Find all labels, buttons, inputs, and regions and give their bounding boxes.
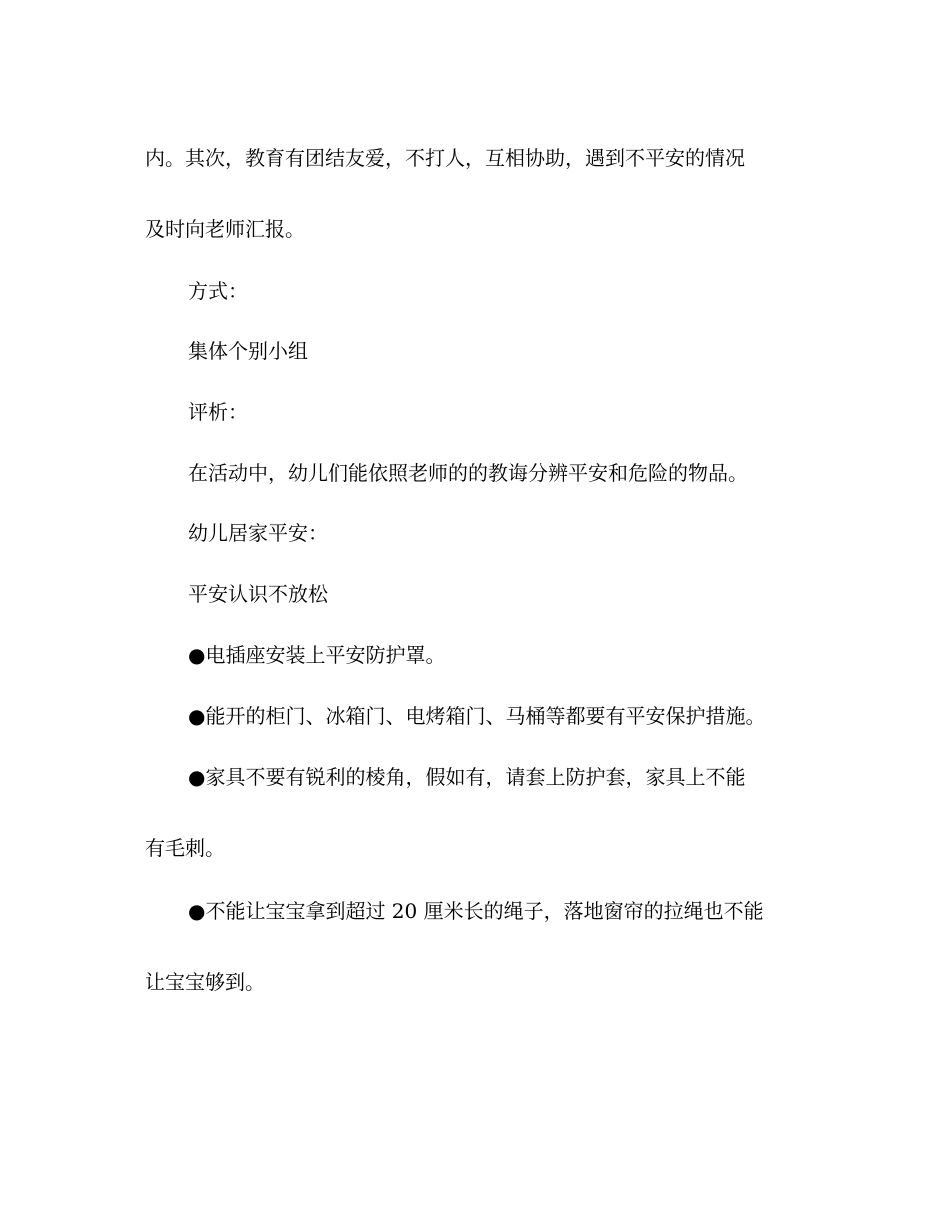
subheading-line: 平安认识不放松	[188, 582, 328, 606]
bullet-item: ●家具不要有锐利的棱角，假如有，请套上防护套，家具上不能	[188, 765, 746, 789]
paragraph-line: 集体个别小组	[188, 339, 308, 363]
bullet-item-continuation: 让宝宝够到。	[145, 970, 265, 994]
section-heading-home-safety: 幼儿居家平安：	[188, 521, 328, 545]
paragraph-line: 及时向老师汇报。	[145, 217, 305, 241]
bullet-item: ●能开的柜门、冰箱门、电烤箱门、马桶等都要有平安保护措施。	[188, 704, 766, 728]
section-label-method: 方式：	[188, 279, 248, 303]
paragraph-line: 内。其次，教育有团结友爱，不打人，互相协助，遇到不平安的情况	[145, 146, 745, 170]
paragraph-line: 在活动中，幼儿们能依照老师的的教诲分辨平安和危险的物品。	[188, 461, 748, 485]
bullet-item: ●电插座安装上平安防护罩。	[188, 643, 446, 667]
bullet-item: ●不能让宝宝拿到超过 20 厘米长的绳子，落地窗帘的拉绳也不能	[188, 899, 764, 923]
section-label-evaluation: 评析：	[188, 400, 248, 424]
bullet-item-continuation: 有毛刺。	[145, 836, 225, 860]
